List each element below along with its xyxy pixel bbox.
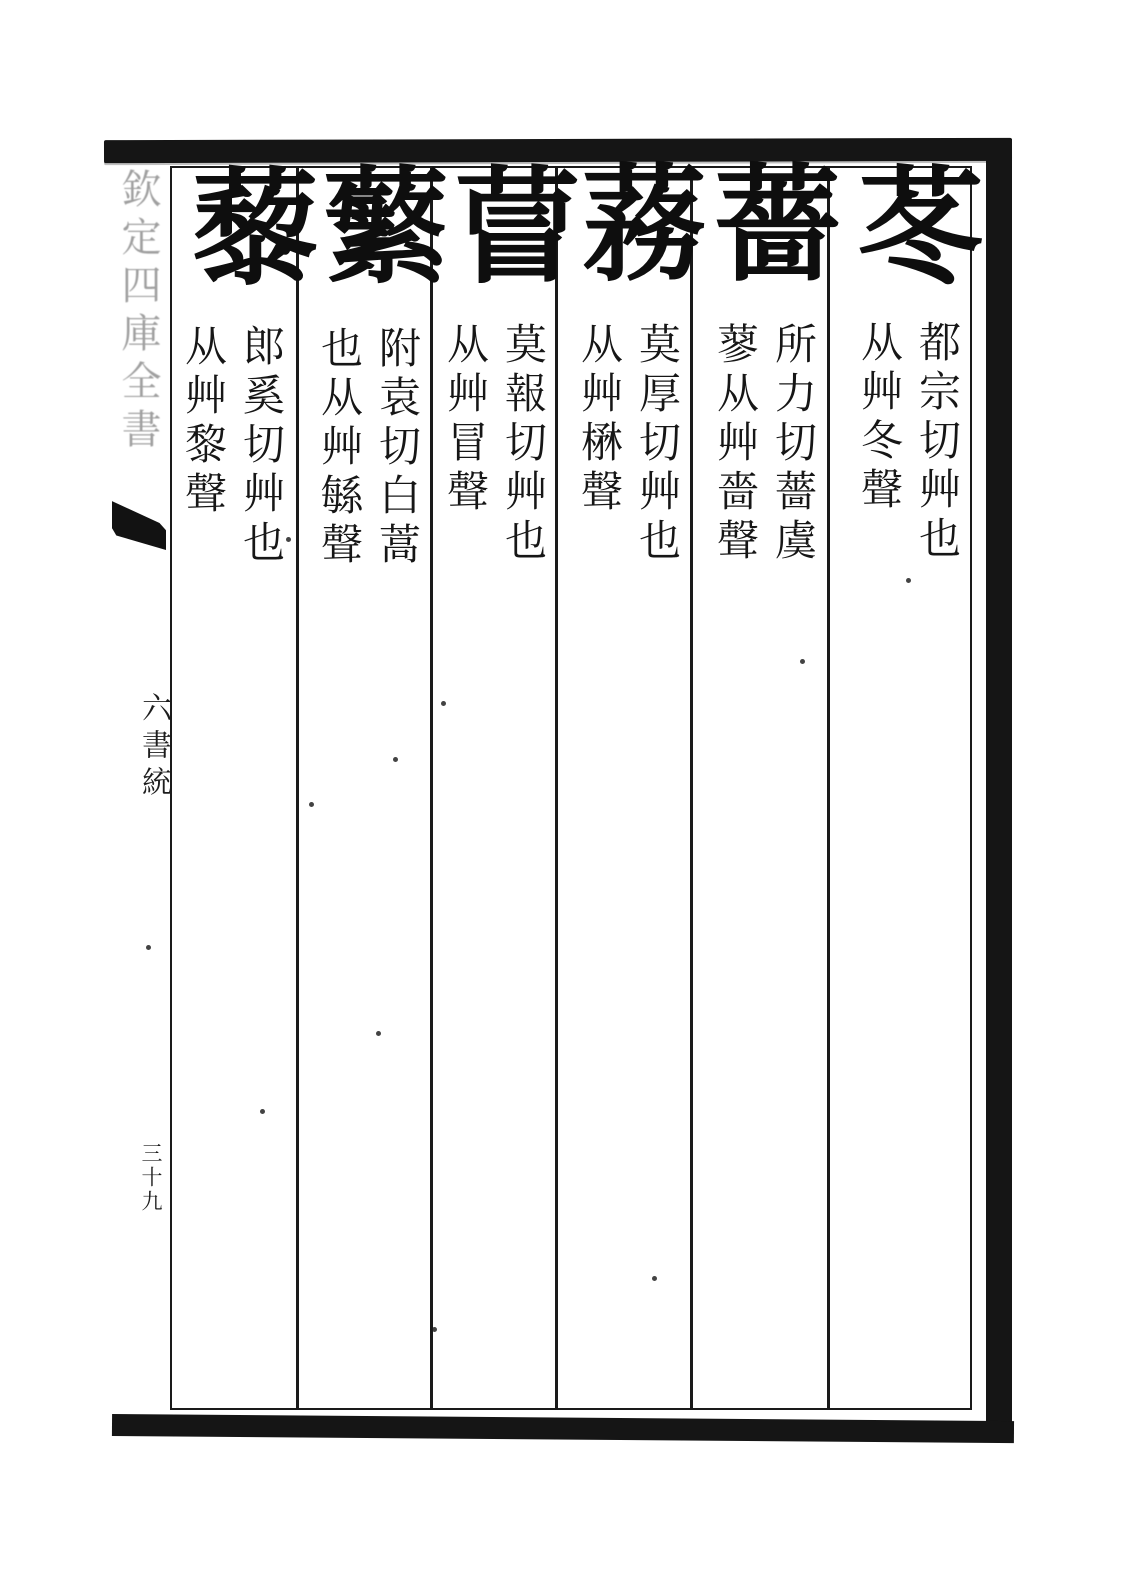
column-rule bbox=[827, 168, 830, 1410]
composition-line: 从艸黎聲 bbox=[179, 324, 228, 520]
composition-line: 从艸楙聲 bbox=[575, 322, 624, 518]
fanqie-gloss-line: 莫厚切艸也 bbox=[633, 322, 682, 567]
folio-number: 三十九 bbox=[139, 1142, 163, 1214]
ink-speck bbox=[432, 1327, 437, 1332]
ink-speck bbox=[393, 757, 398, 762]
composition-line: 也从艸緐聲 bbox=[315, 326, 364, 571]
seal-headword: 薔 bbox=[694, 158, 843, 284]
fanqie-gloss-line: 都宗切艸也 bbox=[913, 320, 962, 565]
ink-speck bbox=[260, 1109, 265, 1114]
seal-headword: 苳 bbox=[837, 160, 986, 286]
seal-headword: 蓩 bbox=[560, 158, 709, 284]
entry-annotation bbox=[566, 322, 686, 642]
fanqie-gloss-line: 郎奚切艸也 bbox=[237, 324, 286, 569]
entry-annotation bbox=[436, 322, 552, 642]
column-rule bbox=[555, 168, 558, 1410]
ink-smudge bbox=[112, 498, 166, 550]
frame-right-band bbox=[986, 139, 1012, 1442]
composition-line: 从艸冬聲 bbox=[855, 320, 904, 516]
seal-headword: 萺 bbox=[434, 160, 583, 286]
entry-annotation bbox=[310, 326, 426, 646]
frame-bottom-band bbox=[112, 1414, 1014, 1443]
ink-speck bbox=[441, 701, 446, 706]
book-title: 六書統 bbox=[136, 692, 171, 803]
ink-speck bbox=[652, 1276, 657, 1281]
column-rule bbox=[296, 168, 299, 1410]
ink-speck bbox=[376, 1031, 381, 1036]
fanqie-gloss-line: 附袁切白蒿 bbox=[373, 326, 422, 571]
collection-title-faded: 欽定四庫全書 bbox=[115, 168, 161, 456]
entry-annotation bbox=[702, 322, 822, 642]
entry-annotation bbox=[176, 324, 290, 644]
ink-speck bbox=[146, 945, 151, 950]
entry-annotation bbox=[838, 320, 966, 640]
ink-speck bbox=[286, 537, 291, 542]
ink-speck bbox=[800, 659, 805, 664]
seal-headword: 蘩 bbox=[302, 160, 451, 286]
ink-speck bbox=[309, 802, 314, 807]
column-rule bbox=[430, 168, 433, 1410]
ink-speck bbox=[906, 578, 911, 583]
composition-line: 从艸冒聲 bbox=[441, 322, 490, 518]
column-rule bbox=[690, 168, 693, 1410]
seal-headword: 藜 bbox=[172, 162, 321, 288]
fanqie-gloss-line: 所力切薔虞 bbox=[769, 322, 818, 567]
composition-line: 蓼从艸嗇聲 bbox=[711, 322, 760, 567]
fanqie-gloss-line: 莫報切艸也 bbox=[499, 322, 548, 567]
